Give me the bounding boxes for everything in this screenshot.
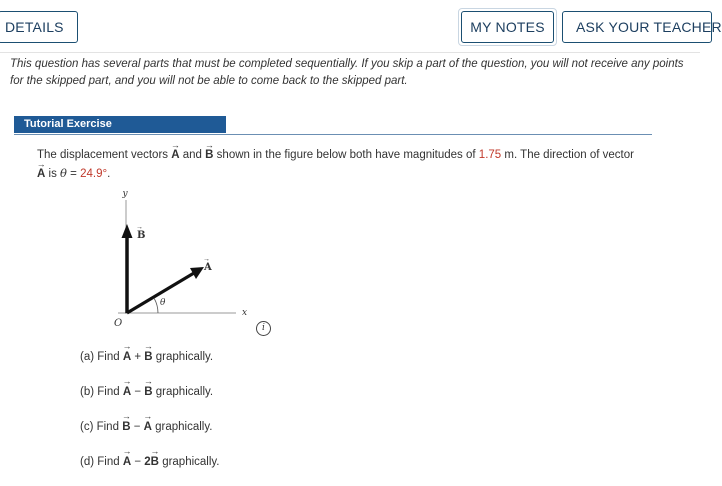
part-c-vector-1: → B bbox=[122, 421, 130, 433]
part-a-label: (a) Find bbox=[80, 351, 120, 363]
part-b-vector-1: → A bbox=[123, 386, 131, 398]
part-d-vector-2: → B bbox=[151, 456, 159, 468]
ask-your-teacher-button[interactable]: ASK YOUR TEACHER bbox=[562, 11, 712, 43]
part-c-vector-2: → A bbox=[144, 421, 152, 433]
part-b-operator: − bbox=[134, 386, 142, 398]
part-d-operator: − bbox=[134, 456, 142, 468]
part-d-label: (d) Find bbox=[80, 456, 120, 468]
magnitude-value: 1.75 bbox=[478, 149, 502, 161]
problem-period: . bbox=[107, 168, 111, 180]
theta-label: θ bbox=[160, 298, 166, 308]
part-d-tail: graphically. bbox=[162, 456, 220, 468]
vector-figure bbox=[108, 186, 260, 332]
question-header bbox=[0, 0, 722, 53]
my-notes-button[interactable]: MY NOTES bbox=[461, 11, 554, 43]
sequential-parts-notice: This question has several parts that must be completed sequentially. If you skip a part of the question, you will not receive any points for the skipped part, and you will not be able to come back to the skipped part. bbox=[10, 58, 684, 87]
part-c bbox=[80, 421, 212, 433]
vector-b-label-arrow: → bbox=[136, 224, 143, 231]
part-a-operator: + bbox=[134, 351, 142, 363]
problem-text-and: and bbox=[182, 149, 202, 161]
part-d bbox=[80, 456, 220, 468]
part-c-tail: graphically. bbox=[155, 421, 213, 433]
part-b-label: (b) Find bbox=[80, 386, 120, 398]
part-d-coefficient: 2 bbox=[144, 456, 151, 468]
vector-a-label: A bbox=[204, 262, 212, 273]
equals-sign: = bbox=[70, 168, 77, 180]
part-b-tail: graphically. bbox=[155, 386, 214, 398]
part-a-vector-1: → A bbox=[123, 351, 131, 363]
part-d-vector-1: → A bbox=[123, 456, 131, 468]
angle-value: 24.9° bbox=[80, 168, 108, 180]
vector-a-symbol: → A bbox=[171, 146, 179, 164]
info-icon[interactable]: i bbox=[256, 321, 271, 336]
vector-a-label-arrow: → bbox=[203, 256, 210, 263]
tutorial-exercise-label: Tutorial Exercise bbox=[14, 116, 226, 133]
vector-a-symbol-2: → A bbox=[37, 165, 45, 183]
vector-b-arrowhead bbox=[122, 224, 133, 238]
problem-text-1: The displacement vectors bbox=[37, 149, 169, 161]
part-c-operator: − bbox=[133, 421, 141, 433]
problem-text-2: shown in the figure below both have magnitudes of bbox=[216, 149, 476, 161]
part-b-vector-2: → B bbox=[144, 386, 152, 398]
magnitude-unit: m bbox=[504, 149, 514, 161]
y-axis-label: y bbox=[122, 189, 128, 199]
tutorial-exercise-header bbox=[14, 116, 652, 135]
part-b bbox=[80, 386, 213, 398]
vector-b-label: B bbox=[137, 230, 146, 241]
details-button[interactable]: DETAILS bbox=[0, 11, 78, 43]
part-c-label: (c) Find bbox=[80, 421, 119, 433]
x-axis-label: x bbox=[242, 308, 248, 318]
problem-text-3: . The direction of vector bbox=[513, 149, 634, 161]
part-a-tail: graphically. bbox=[155, 351, 214, 363]
theta-arc bbox=[154, 298, 158, 313]
part-a bbox=[80, 351, 213, 363]
origin-label: O bbox=[114, 318, 123, 329]
problem-statement bbox=[37, 146, 637, 183]
vector-b-symbol: → B bbox=[205, 146, 213, 164]
theta-symbol: θ bbox=[60, 166, 67, 180]
problem-text-is: is bbox=[48, 168, 57, 180]
part-a-vector-2: → B bbox=[144, 351, 152, 363]
